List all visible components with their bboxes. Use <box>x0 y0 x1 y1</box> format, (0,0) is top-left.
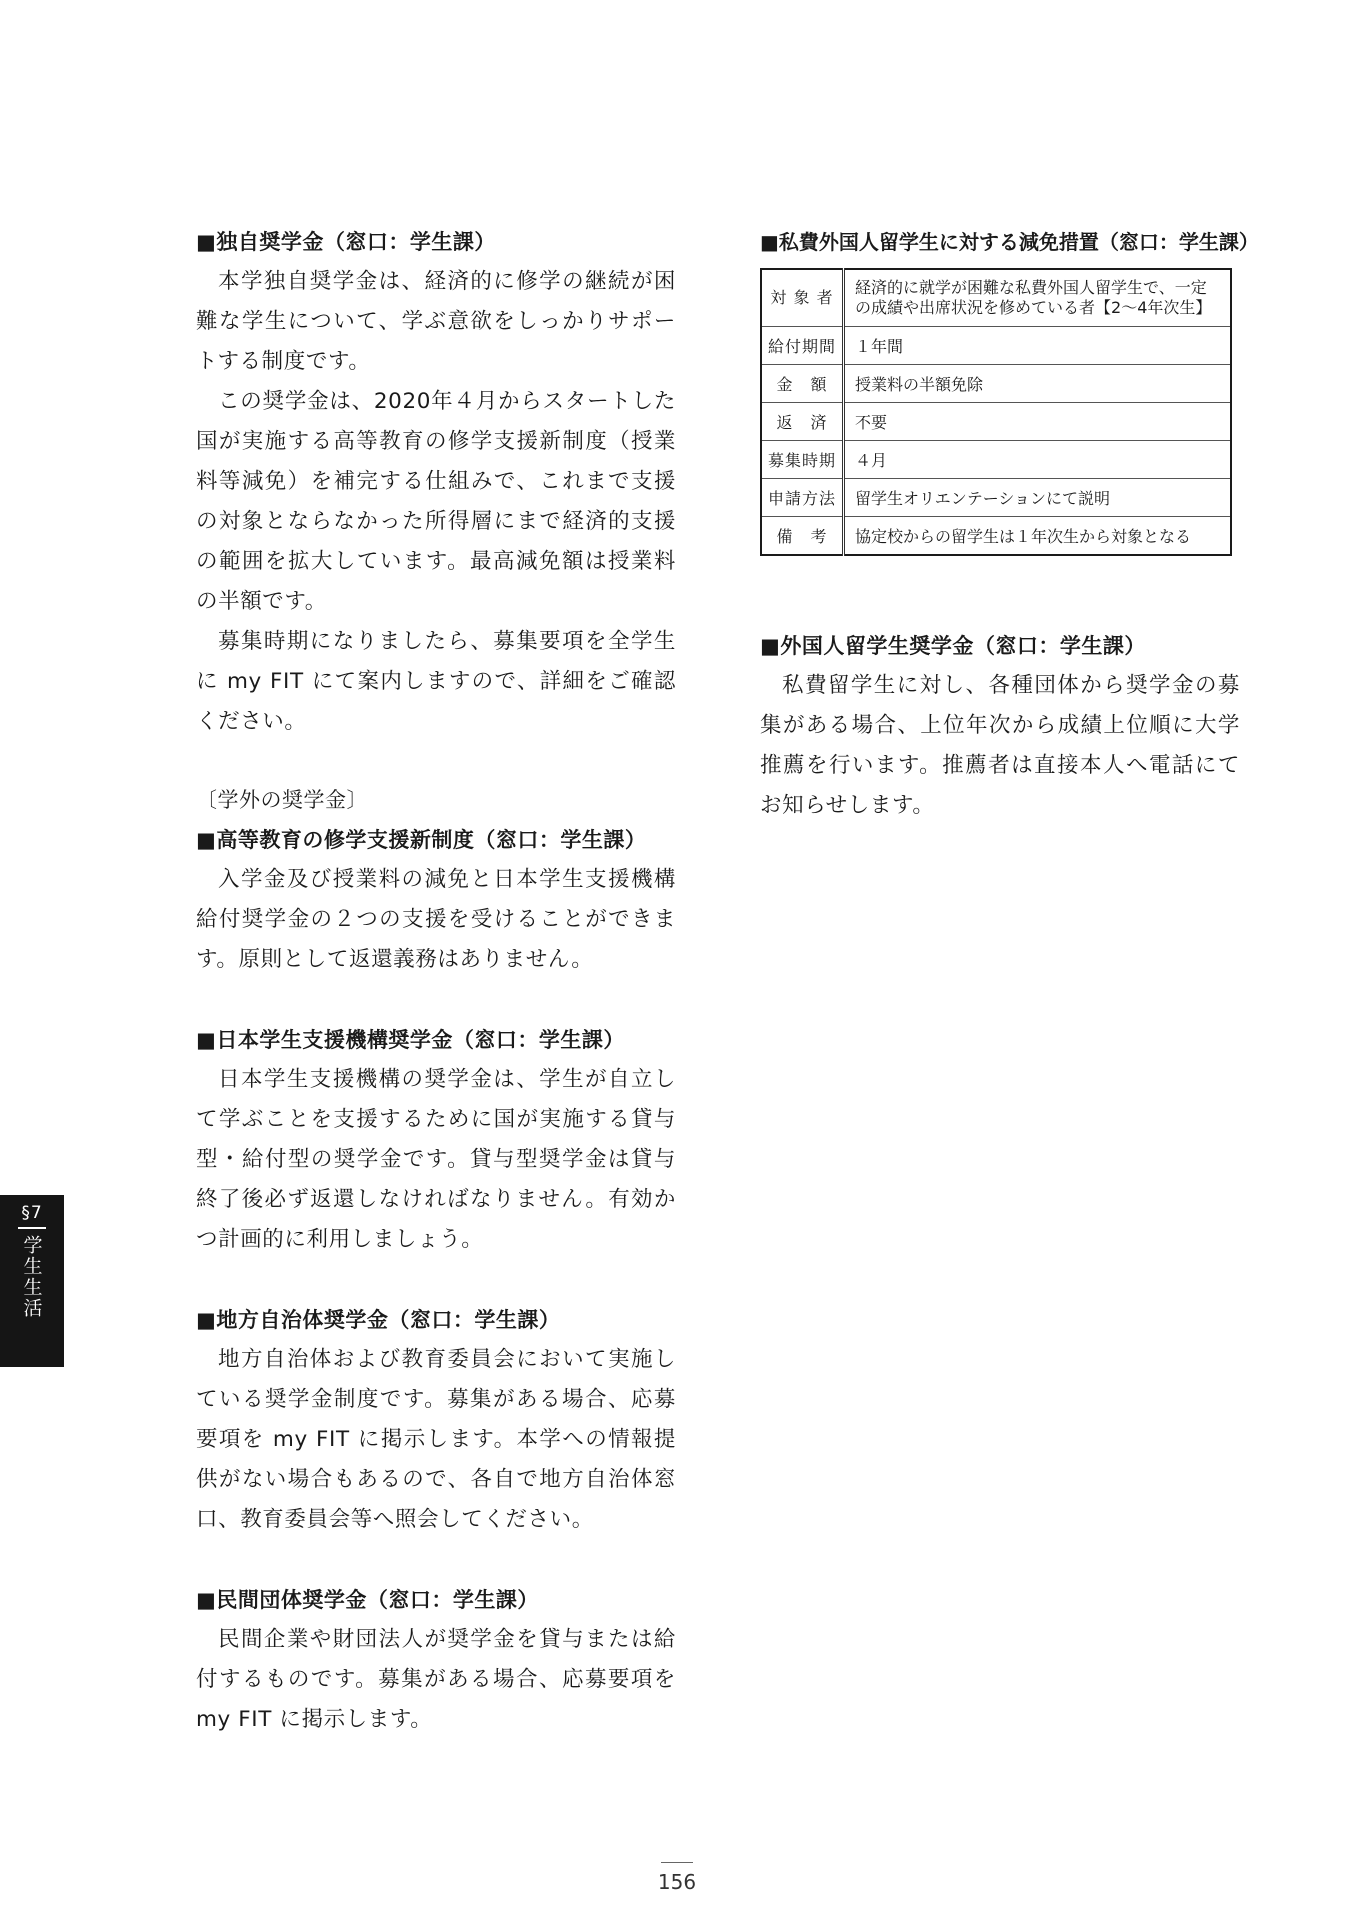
table-row <box>761 479 1231 517</box>
row-value: 留学生オリエンテーションにて説明 <box>844 479 1231 517</box>
section-heading: ■日本学生支援機構奨学金（窓口：学生課） <box>196 1028 625 1052</box>
section-heading: ■独自奨学金（窓口：学生課） <box>196 230 496 254</box>
chapter-label: 学生生活 <box>20 1235 43 1319</box>
paragraph: 本学独自奨学金は、経済的に修学の継続が困難な学生について、学ぶ意欲をしっかりサポートする制度です。 <box>196 269 676 374</box>
paragraph: 入学金及び授業料の減免と日本学生支援機構給付奨学金の２つの支援を受けることができます。原則として返還義務はありません。 <box>196 867 676 972</box>
paragraph: 民間企業や財団法人が奨学金を貸与または給付するものです。募集がある場合、応募要項を my FIT に掲示します。 <box>196 1627 676 1732</box>
paragraph: 地方自治体および教育委員会において実施している奨学金制度です。募集がある場合、応募要項を my FIT に掲示します。本学への情報提供がない場合もあるので、各自で地方自治体窓口、教育委員会等へ照会してください。 <box>196 1347 676 1532</box>
left-column <box>196 222 676 1740</box>
section-private-organization <box>196 1580 676 1740</box>
section-heading: ■民間団体奨学金（窓口：学生課） <box>196 1588 539 1612</box>
paragraph: この奨学金は、2020年４月からスタートした国が実施する高等教育の修学支援新制度（授業料等減免）を補完する仕組みで、これまで支援の対象とならなかった所得層にまで経済的支援の範囲を拡大しています。最高減免額は授業料の半額です。 <box>196 389 676 614</box>
table-row <box>761 403 1231 441</box>
row-value: 経済的に就学が困難な私費外国人留学生で、一定の成績や出席状況を修めている者【2～4年次生】 <box>844 269 1231 327</box>
section-foreign-student-scholarship <box>760 626 1240 826</box>
paragraph: 日本学生支援機構の奨学金は、学生が自立して学ぶことを支援するために国が実施する貸与型・給付型の奨学金です。貸与型奨学金は貸与終了後必ず返還しなければなりません。有効かつ計画的に利用しましょう。 <box>196 1067 676 1252</box>
section-local-government <box>196 1300 676 1540</box>
paragraph: 私費留学生に対し、各種団体から奨学金の募集がある場合、上位年次から成績上位順に大学推薦を行います。推薦者は直接本人へ電話にてお知らせします。 <box>760 673 1240 818</box>
row-label: 対 象 者 <box>761 269 844 327</box>
table-row <box>761 517 1231 556</box>
row-value: 授業料の半額免除 <box>844 365 1231 403</box>
page-number: 156 <box>657 1870 697 1894</box>
chapter-side-tab <box>0 1195 64 1367</box>
divider <box>18 1227 46 1229</box>
section-jasso <box>196 1020 676 1260</box>
table-row <box>761 269 1231 327</box>
tuition-reduction-table <box>760 268 1232 556</box>
row-label: 金 額 <box>761 365 844 403</box>
row-value: ４月 <box>844 441 1231 479</box>
section-own-scholarship <box>196 222 676 742</box>
section-heading: ■外国人留学生奨学金（窓口：学生課） <box>760 634 1146 658</box>
table-row <box>761 327 1231 365</box>
row-label: 申請方法 <box>761 479 844 517</box>
external-scholarship-label: 〔学外の奨学金〕 <box>196 788 368 812</box>
row-label: 返 済 <box>761 403 844 441</box>
table-row <box>761 441 1231 479</box>
section-heading: ■高等教育の修学支援新制度（窓口：学生課） <box>196 828 647 852</box>
row-label: 給付期間 <box>761 327 844 365</box>
row-value: 協定校からの留学生は１年次生から対象となる <box>844 517 1231 556</box>
chapter-number: §7 <box>21 1203 43 1223</box>
right-column <box>760 222 1259 826</box>
row-label: 募集時期 <box>761 441 844 479</box>
paragraph: 募集時期になりましたら、募集要項を全学生に my FIT にて案内しますので、詳細をご確認ください。 <box>196 629 676 734</box>
section-heading: ■私費外国人留学生に対する減免措置（窓口：学生課） <box>760 230 1259 254</box>
section-support-system <box>196 820 676 980</box>
table-row <box>761 365 1231 403</box>
row-value: 不要 <box>844 403 1231 441</box>
section-tuition-reduction <box>760 222 1259 556</box>
divider <box>661 1862 693 1863</box>
section-heading: ■地方自治体奨学金（窓口：学生課） <box>196 1308 561 1332</box>
row-value: １年間 <box>844 327 1231 365</box>
row-label: 備 考 <box>761 517 844 556</box>
